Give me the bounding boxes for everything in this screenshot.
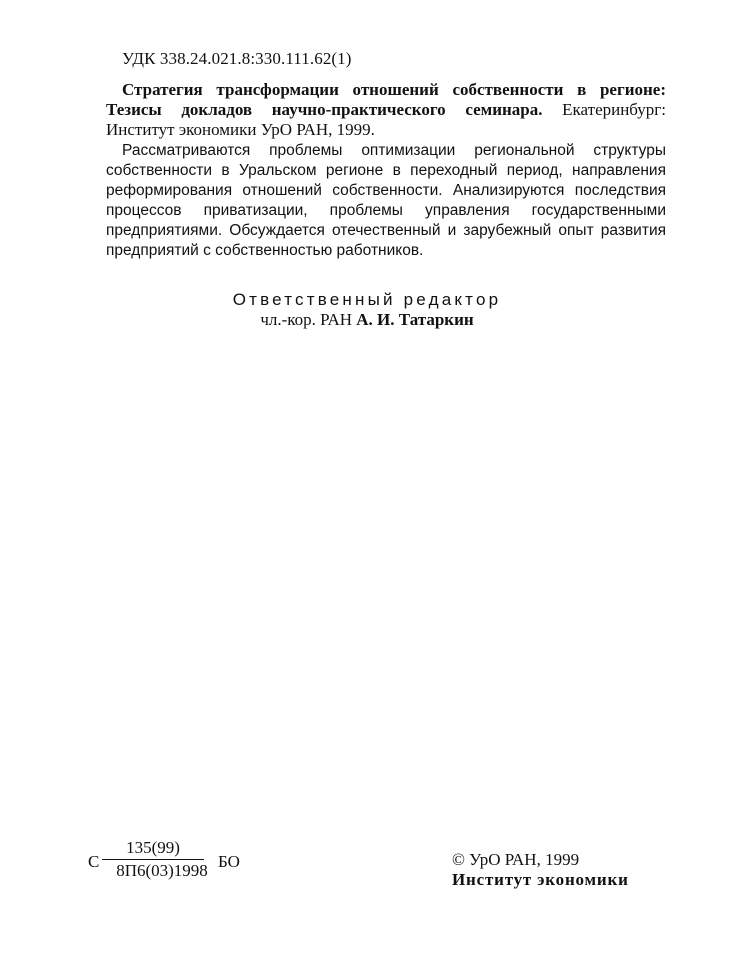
copyright-line: © УрО РАН, 1999 [452,850,580,869]
citation-title: Стратегия трансформации отношений собственности в регионе: Тезисы докладов научно-практического семинара. [106,80,666,119]
abstract-text: Рассматриваются проблемы оптимизации региональной структуры собственности в Уральском регионе в переходный период, направления реформирования отношений собственности. Анализируются последствия процессов приватизации, проблемы управления государственными предприятиями. Обсуждается отечественный и зарубежный опыт развития предприятий с собственностью работников. [106,142,666,259]
bibliographic-citation [106,80,666,140]
responsible-editor-label: Ответственный редактор [232,290,502,309]
citation-publisher: Екатеринбург: Институт экономики УрО РАН, 1999. [106,100,667,139]
institute-line: Институт экономики [452,870,629,889]
index-numerator: 135(99) [102,838,204,860]
udk-code: УДК 338.24.021.8:330.111.62(1) [122,49,352,68]
editor-title: чл.-кор. РАН [260,310,357,329]
index-denominator: 8П6(03)1998 [116,861,208,880]
index-fraction [102,838,222,881]
index-suffix: БО [218,852,240,871]
editor-name: А. И. Татаркин [356,310,474,329]
responsible-editor [0,310,734,330]
copyright-block [452,850,629,890]
index-prefix: С [88,852,100,871]
publication-index [88,838,268,890]
